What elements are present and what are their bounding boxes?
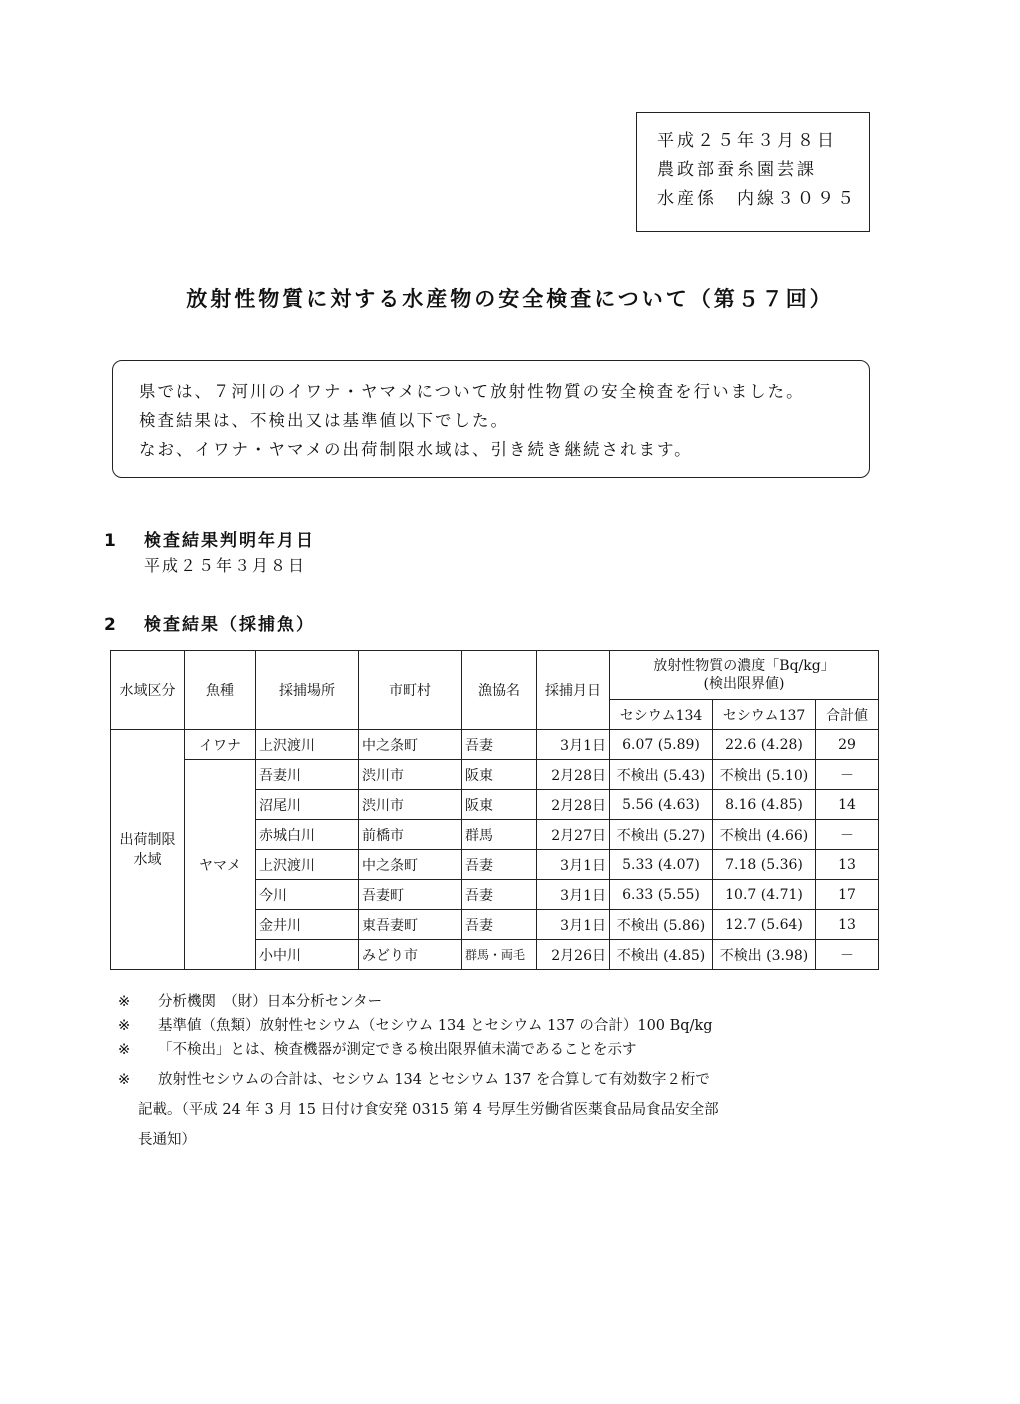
fishery-cell: 阪東 [462, 760, 537, 790]
summary-box [112, 360, 870, 478]
cs137-cell: 7.18 (5.36) [713, 850, 816, 880]
date-cell: 3月1日 [537, 910, 610, 940]
cs134-cell: 不検出 (5.27) [610, 820, 713, 850]
header-concentration-line-1: 放射性物質の濃度「Bq/kg」 [653, 658, 835, 674]
note-3-text: 「不検出」とは、検査機器が測定できる検出限界値未満であることを示す [158, 1042, 637, 1058]
location-cell: 沼尾川 [256, 790, 359, 820]
cs137-cell: 不検出 (3.98) [713, 940, 816, 970]
total-cell: 13 [816, 910, 879, 940]
section-1-number: 1 [104, 531, 118, 551]
header-location: 採捕場所 [256, 651, 359, 730]
cs137-cell: 12.7 (5.64) [713, 910, 816, 940]
cs134-cell: 不検出 (5.86) [610, 910, 713, 940]
note-2-text: 基準値（魚類）放射性セシウム（セシウム 134 とセシウム 137 の合計）100 Bq/kg [158, 1018, 713, 1034]
total-cell: － [816, 820, 879, 850]
municipality-cell: 中之条町 [359, 850, 462, 880]
section-1-heading [104, 526, 315, 551]
header-concentration [610, 651, 879, 700]
header-municipality: 市町村 [359, 651, 462, 730]
species-yamame: ヤマメ [185, 760, 256, 970]
header-species: 魚種 [185, 651, 256, 730]
note-1-text: 分析機関 （財）日本分析センター [158, 994, 383, 1010]
date-cell: 3月1日 [537, 730, 610, 760]
summary-line-2: 検査結果は、不検出又は基準値以下でした。 [139, 411, 509, 430]
note-1 [118, 990, 898, 1014]
total-cell: 29 [816, 730, 879, 760]
area-cell [111, 730, 185, 970]
contact-extension: 水産係 内線３０９５ [657, 189, 857, 209]
note-mark: ※ [118, 994, 131, 1010]
cs134-cell: 不検出 (5.43) [610, 760, 713, 790]
municipality-cell: 中之条町 [359, 730, 462, 760]
total-cell: 17 [816, 880, 879, 910]
location-cell: 吾妻川 [256, 760, 359, 790]
species-iwana: イワナ [185, 730, 256, 760]
page-title: 放射性物質に対する水産物の安全検査について（第５７回） [186, 287, 834, 311]
total-cell: 13 [816, 850, 879, 880]
header-area: 水域区分 [111, 651, 185, 730]
section-2-number: 2 [104, 615, 118, 635]
note-3 [118, 1038, 898, 1062]
header-cs137: セシウム137 [713, 700, 816, 730]
municipality-cell: 東吾妻町 [359, 910, 462, 940]
location-cell: 上沢渡川 [256, 730, 359, 760]
note-4 [118, 1068, 898, 1092]
fishery-cell: 吾妻 [462, 880, 537, 910]
summary-line-3: なお、イワナ・ヤマメの出荷制限水域は、引き続き継続されます。 [139, 440, 693, 459]
municipality-cell: 前橋市 [359, 820, 462, 850]
location-cell: 小中川 [256, 940, 359, 970]
area-label-line-2: 水域 [133, 851, 162, 868]
municipality-cell: 渋川市 [359, 790, 462, 820]
note-4-text-line-2: 記載。（平成 24 年 3 月 15 日付け食安発 0315 第 4 号厚生労働省医薬食品局食品安全部 [138, 1102, 719, 1118]
summary-line-1: 県では、７河川のイワナ・ヤマメについて放射性物質の安全検査を行いました。 [139, 382, 805, 401]
date-cell: 2月28日 [537, 790, 610, 820]
fishery-cell: 吾妻 [462, 730, 537, 760]
location-cell: 赤城白川 [256, 820, 359, 850]
cs134-cell: 5.56 (4.63) [610, 790, 713, 820]
header-total: 合計値 [816, 700, 879, 730]
table-row [111, 760, 879, 790]
fishery-cell: 吾妻 [462, 910, 537, 940]
location-cell: 金井川 [256, 910, 359, 940]
header-date: 採捕月日 [537, 651, 610, 730]
fishery-cell: 阪東 [462, 790, 537, 820]
total-cell: 14 [816, 790, 879, 820]
cs137-cell: 不検出 (5.10) [713, 760, 816, 790]
date-cell: 3月1日 [537, 880, 610, 910]
cs137-cell: 8.16 (4.85) [713, 790, 816, 820]
fishery-cell: 群馬・両毛 [462, 940, 537, 970]
section-1-value: 平成２５年３月８日 [144, 556, 307, 575]
location-cell: 上沢渡川 [256, 850, 359, 880]
header-concentration-line-2: (検出限界値) [703, 676, 785, 692]
municipality-cell: みどり市 [359, 940, 462, 970]
department: 農政部蚕糸園芸課 [657, 160, 817, 180]
note-mark: ※ [118, 1042, 131, 1058]
issue-date: 平成２５年３月８日 [657, 131, 837, 151]
date-cell: 2月28日 [537, 760, 610, 790]
municipality-cell: 渋川市 [359, 760, 462, 790]
section-2-heading [104, 610, 315, 635]
note-mark: ※ [118, 1072, 131, 1088]
cs134-cell: 不検出 (4.85) [610, 940, 713, 970]
municipality-cell: 吾妻町 [359, 880, 462, 910]
area-label-line-1: 出荷制限 [119, 831, 176, 848]
notes-section [118, 990, 898, 1152]
cs137-cell: 22.6 (4.28) [713, 730, 816, 760]
total-cell: － [816, 940, 879, 970]
cs134-cell: 6.07 (5.89) [610, 730, 713, 760]
cs134-cell: 6.33 (5.55) [610, 880, 713, 910]
total-cell: － [816, 760, 879, 790]
cs134-cell: 5.33 (4.07) [610, 850, 713, 880]
fishery-cell: 吾妻 [462, 850, 537, 880]
cs137-cell: 10.7 (4.71) [713, 880, 816, 910]
table-header-row [111, 651, 879, 700]
note-4-text-line-3: 長通知） [138, 1132, 196, 1148]
results-table [110, 650, 879, 970]
header-cs134: セシウム134 [610, 700, 713, 730]
section-2-title: 検査結果（採捕魚） [144, 615, 315, 635]
note-mark: ※ [118, 1018, 131, 1034]
note-4-text-line-1: 放射性セシウムの合計は、セシウム 134 とセシウム 137 を合算して有効数字２桁で [158, 1072, 710, 1088]
date-cell: 3月1日 [537, 850, 610, 880]
date-cell: 2月26日 [537, 940, 610, 970]
note-2 [118, 1014, 898, 1038]
location-cell: 今川 [256, 880, 359, 910]
cs137-cell: 不検出 (4.66) [713, 820, 816, 850]
fishery-cell: 群馬 [462, 820, 537, 850]
sender-info-box [636, 112, 870, 232]
header-fishery: 漁協名 [462, 651, 537, 730]
table-row [111, 730, 879, 760]
date-cell: 2月27日 [537, 820, 610, 850]
section-1-title: 検査結果判明年月日 [144, 531, 315, 551]
